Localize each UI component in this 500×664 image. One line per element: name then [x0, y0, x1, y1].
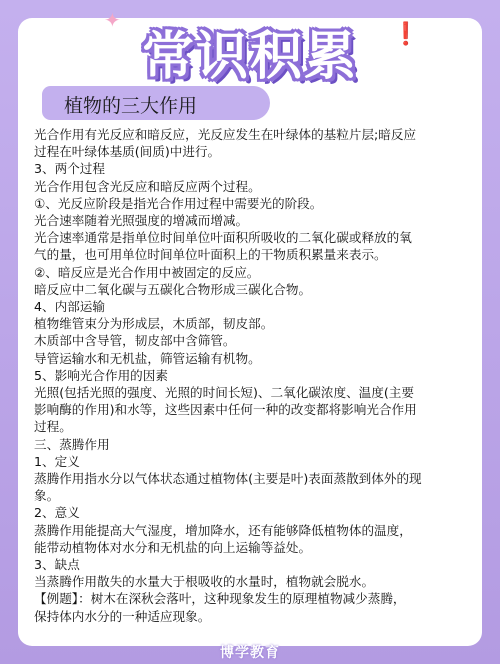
text-line: 4、内部运输: [34, 299, 105, 315]
page-title: 常识积累: [141, 27, 358, 87]
text-line: 5、影响光合作用的因素: [34, 367, 168, 383]
text-line: 暗反应中二氧化碳与五碳化合物形成三碳化合物。: [34, 281, 312, 297]
text-line: 光合速率通常是指单位时间单位叶面积所吸收的二氧化碳或释放的氧: [34, 230, 412, 246]
text-line: 气的量，也可用单位时间单位叶面积上的干物质积累量来表示。: [34, 247, 387, 263]
text-line: 蒸腾作用指水分以气体状态通过植物体(主要是叶)表面蒸散到体外的现: [34, 471, 422, 487]
text-line: 三、蒸腾作用: [34, 436, 110, 452]
text-line: 光合速率随着光照强度的增减而增减。: [34, 213, 249, 229]
article-body: [34, 126, 474, 625]
text-line: 蒸腾作用能提高大气湿度，增加降水，还有能够降低植物体的温度，: [34, 522, 412, 538]
text-line: 1、定义: [34, 453, 80, 469]
sparkle-left-icon: ✦: [104, 8, 121, 32]
text-line: 【例题】：树木在深秋会落叶，这种现象发生的原理植物减少蒸腾，: [34, 591, 406, 607]
text-line: 过程。: [34, 419, 72, 435]
text-line: ①、光反应阶段是指光合作用过程中需要光的阶段。: [34, 195, 323, 211]
text-line: 能带动植物体对水分和无机盐的向上运输等益处。: [34, 539, 312, 555]
text-line: 2、意义: [34, 505, 80, 521]
text-line: 导管运输水和无机盐，筛管运输有机物。: [34, 350, 261, 366]
text-line: 象。: [34, 488, 60, 504]
text-line: 当蒸腾作用散失的水量大于根吸收的水量时，植物就会脱水。: [34, 574, 375, 590]
text-line: 光合作用包含光反应和暗反应两个过程。: [34, 178, 261, 194]
text-line: 光合作用有光反应和暗反应，光反应发生在叶绿体的基粒片层;暗反应: [34, 127, 417, 142]
section-subtitle: 植物的三大作用: [64, 95, 198, 117]
text-line: 植物维管束分为形成层，木质部，韧皮部。: [34, 316, 274, 332]
text-line: 3、缺点: [34, 557, 80, 573]
text-line: 影响酶的作用)和水等，这些因素中任何一种的改变都将影响光合作用: [34, 402, 417, 418]
text-line: 3、两个过程: [34, 161, 105, 177]
text-line: 木质部中含导管，韧皮部中含筛管。: [34, 333, 236, 349]
footer-brand: 博学教育: [220, 645, 280, 661]
sparkle-right-icon: ❗: [392, 22, 420, 47]
text-line: 光照(包括光照的强度、光照的时间长短)、二氧化碳浓度、温度(主要: [34, 385, 414, 401]
text-line: ②、暗反应是光合作用中被固定的反应。: [34, 264, 260, 280]
text-line: 保持体内水分的一种适应现象。: [34, 608, 211, 624]
text-line: 过程在叶绿体基质(间质)中进行。: [34, 144, 221, 160]
